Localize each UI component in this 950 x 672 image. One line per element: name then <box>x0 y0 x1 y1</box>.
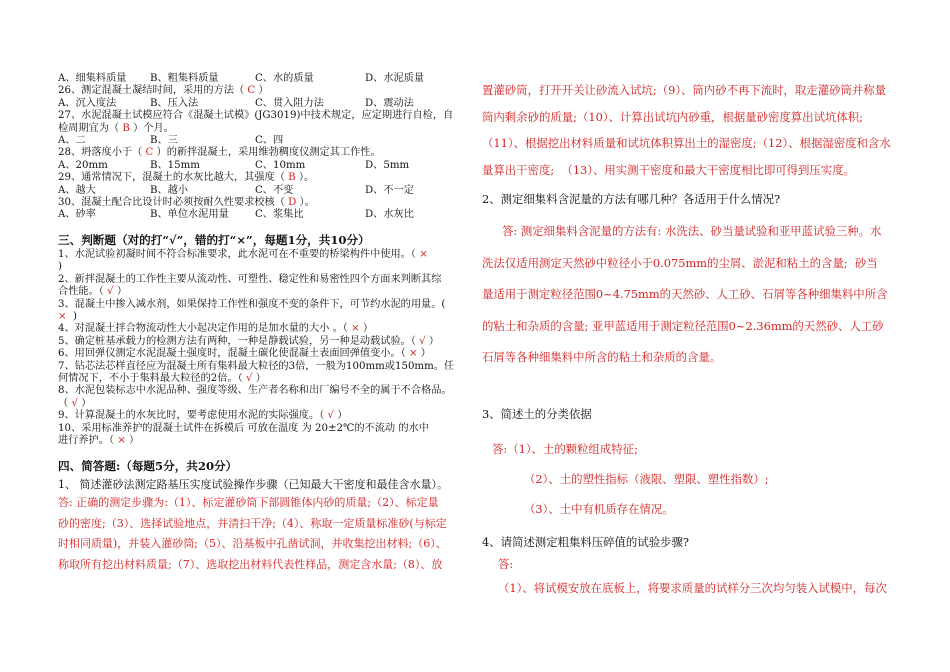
answer-4-label: 答: <box>498 556 514 571</box>
multiple-choice-section <box>58 73 470 222</box>
judge-row <box>58 385 470 397</box>
question-text: 28、坍落度小于（ <box>58 147 146 159</box>
option-c: C、不变 <box>255 184 294 196</box>
short-answer-q1 <box>58 477 470 575</box>
question-row <box>58 147 470 159</box>
statement-text: ) <box>58 261 62 273</box>
answer-2 <box>482 216 912 374</box>
judge-mark: × <box>58 310 67 322</box>
judge-row <box>58 274 470 286</box>
question-text: 检周期宜为（ <box>58 122 123 134</box>
option-row <box>58 98 470 110</box>
answer-2-line: 的粘土和杂质的含量; 亚甲蓝适用于测定粒径范围0~2.36mm的天然砂、人工砂 <box>482 318 884 333</box>
judge-row <box>58 261 470 273</box>
judge-row <box>58 423 470 435</box>
judge-row <box>58 249 470 261</box>
judge-mark: √ <box>107 286 114 298</box>
right-column <box>482 77 912 600</box>
judge-section-title: 三、判断题（对的打“√”，错的打“×”，每题1分，共10分） <box>58 232 370 247</box>
statement-text-end: ) <box>66 310 77 322</box>
option-b: B、15mm <box>150 159 200 171</box>
judge-mark: √ <box>71 397 78 409</box>
statement-text-end: ） <box>334 410 348 422</box>
option-c: C、浆集比 <box>255 209 304 221</box>
left-column <box>58 73 470 575</box>
answer-1-continued-line: 量算出干密度; （13）、用实测干密度和最大干密度相比即可得到压实度。 <box>482 162 855 177</box>
statement-text-end: ） <box>359 323 374 335</box>
statement-text: 7、钻芯法芯样直径应为混凝土所有集料最大粒径的3倍，一般为100mm或150mm。任 <box>58 360 455 372</box>
statement-text: 2、新拌混凝土的工作性主要从流动性、可塑性、稳定性和易密性四个方面来判断其综 <box>58 273 442 285</box>
option-row <box>58 185 470 197</box>
judge-mark: × <box>419 248 428 260</box>
question-3: 3、简述土的分类依据 <box>482 406 592 421</box>
option-a: A、越大 <box>58 184 96 196</box>
option-d: D、震动法 <box>365 97 414 109</box>
option-d: D、水灰比 <box>365 209 414 221</box>
statement-text: 10、采用标准养护的混凝土试件在拆模后 可放在温度 为 20±2℃的不流动 的水中 <box>58 422 429 434</box>
judge-mark: √ <box>419 335 426 347</box>
answer-2-line: 量适用于测定粒径范围0~4.75mm的天然砂、人工砂、石屑等各种细集料中所含 <box>482 287 888 301</box>
answer-3-line-2: （2）、土的塑性指标（液限、塑限、塑性指数）; <box>524 471 769 486</box>
question-text-end: ）。 <box>296 197 315 209</box>
answer-mark: C <box>247 85 256 97</box>
question-text: 26、测定混凝土凝结时间，采用的方法（ <box>58 85 248 97</box>
judge-row <box>58 299 470 311</box>
judge-row <box>58 398 470 410</box>
statement-text: 5、确定桩基承载力的检测方法有两种，一种是静载试验，另一种是动载试验。（ <box>58 335 420 347</box>
answer-1 <box>58 493 470 575</box>
answer-1-line: 称取所有挖出材料质量;（7）、选取挖出材料代表性样品，测定含水量;（8）、放 <box>58 557 443 571</box>
question-1: 1、 简述灌砂法测定路基压实度试验操作步骤（已知最大干密度和最佳含水量）。 <box>58 478 448 492</box>
statement-text: 何情况下，不小于集料最大粒径的2倍。（ <box>58 372 246 384</box>
question-text-end: ）的新拌混凝土，采用维勃稠度仪测定其工作性。 <box>153 147 381 159</box>
judge-section <box>58 249 470 448</box>
answer-3 <box>482 434 912 524</box>
answer-4-line-1: （1）、将试模安放在底板上，将要求质量的试样分三次均匀装入试模中，每次 <box>498 580 887 595</box>
judge-mark: × <box>409 348 418 360</box>
answer-mark: B <box>122 122 130 134</box>
option-a: A、二 <box>58 135 86 147</box>
statement-text-end: ） <box>125 434 140 446</box>
question-text: 30、混凝土配合比设计时必须按耐久性要求校核（ <box>58 197 289 209</box>
statement-text-end: ） <box>77 397 92 409</box>
answer-1-line: 砂的密度;（3）、选择试验地点，并清扫干净;（4）、称取一定质量标准砂(与标定 <box>58 516 447 530</box>
option-c: C、10mm <box>255 159 306 171</box>
option-a: A、细集料质量 <box>58 73 127 84</box>
judge-row <box>58 336 470 348</box>
answer-2-line: 石屑等各种细集料中所含的粘土和杂质的含量。 <box>482 350 722 364</box>
question-row <box>58 172 470 184</box>
option-b: B、粗集料质量 <box>150 73 219 84</box>
answer-mark: C <box>145 147 154 159</box>
judge-mark: × <box>117 434 126 446</box>
option-b: B、三 <box>150 135 178 147</box>
option-d: D、水泥质量 <box>365 73 425 84</box>
answer-2-line: 答: 测定细集料含泥量的方法有: 水洗法、砂当量试验和亚甲蓝试验三种。水 <box>502 224 882 238</box>
answer-3-line-3: （3）、土中有机质存在情况。 <box>524 501 674 516</box>
statement-text: 合性能。（ <box>58 286 108 298</box>
statement-text: 6、用回弹仪测定水泥混凝土强度时，混凝土碳化使混凝土表面回弹值变小。（ <box>58 348 409 360</box>
statement-text: 9、计算混凝土的水灰比时，要考虑使用水泥的实际强度。（ <box>58 410 328 422</box>
judge-row <box>58 361 470 373</box>
statement-text: 进行养护。（ <box>58 434 118 446</box>
answer-1-continued-line: （11）、根据挖出材料质量和试坑体积算出土的湿密度;（12）、根据湿密度和含水 <box>482 136 891 150</box>
question-row <box>58 85 470 97</box>
statement-text: （ <box>58 397 72 409</box>
question-text: 29、通常情况下，混凝土的水灰比越大，其强度（ <box>58 172 289 184</box>
option-d: D、不一定 <box>365 184 414 196</box>
answer-1-line: 时相同质量)，并装入灌砂筒;（5）、沿基板中孔凿试洞，并收集挖出材料;（6）、 <box>58 537 447 551</box>
option-b: B、越小 <box>150 184 189 196</box>
statement-text-end: ） <box>252 372 266 384</box>
answer-1-continued-line: 筒内剩余砂的质量;（10）、计算出试坑内砂重，根据量砂密度算出试坑体积; <box>482 109 863 124</box>
statement-text-end: ） <box>113 286 128 298</box>
option-d: D、5mm <box>365 159 410 171</box>
answer-mark: D <box>288 197 297 209</box>
judge-row <box>58 286 470 298</box>
judge-row <box>58 311 470 323</box>
judge-row <box>58 410 470 422</box>
option-b: B、单位水泥用量 <box>150 209 229 221</box>
judge-mark: × <box>351 323 360 335</box>
judge-row <box>58 323 470 335</box>
statement-text-end: ） <box>425 335 440 347</box>
judge-mark: √ <box>246 372 253 384</box>
question-row <box>58 197 470 209</box>
option-c: C、贯入阻力法 <box>255 97 324 109</box>
answer-1-line: 答: 正确的测定步骤为:（1）、标定灌砂筒下部圆锥体内砂的质量;（2）、标定量 <box>58 496 439 510</box>
option-row <box>58 73 470 85</box>
statement-text: 3、混凝土中掺入减水剂，如果保持工作性和强度不变的条件下，可节约水泥的用量。( <box>58 298 446 310</box>
answer-3-line-1: 答:（1）、土的颗粒组成特征; <box>492 441 638 456</box>
question-2: 2、测定细集料含泥量的方法有哪几种？各适用于什么情况? <box>482 192 781 206</box>
answer-mark: B <box>288 172 296 184</box>
option-c: C、四 <box>255 135 284 147</box>
question-row <box>58 123 470 135</box>
judge-row <box>58 348 470 360</box>
option-row <box>58 209 470 221</box>
statement-text-end: ） <box>417 348 431 360</box>
option-row <box>58 135 470 147</box>
question-row <box>58 110 470 122</box>
option-row <box>58 160 470 172</box>
question-text-end: ）。 <box>295 172 315 184</box>
option-a: A、20mm <box>58 159 108 171</box>
statement-text: 8、水泥包装标志中水泥品种、强度等级、生产者名称和出厂编号不全的属于不合格品。 <box>58 385 452 397</box>
question-text-end: ）个月。 <box>129 122 174 134</box>
option-c: C、水的质量 <box>255 73 314 84</box>
question-4: 4、请简述测定粗集料压碎值的试验步骤? <box>482 534 689 549</box>
option-b: B、压入法 <box>150 97 199 109</box>
judge-mark: √ <box>327 410 334 422</box>
answer-1-continued-line: 置灌砂筒，打开开关让砂流入试坑;（9）、筒内砂不再下流时，取走灌砂筒并称量 <box>482 83 887 97</box>
short-answer-section-title: 四、简答题:（每题5分，共20分） <box>58 459 238 474</box>
option-a: A、沉入度法 <box>58 97 117 109</box>
question-text: 27、水泥混凝土试模应符合《混凝土试模》(JG3019)中技术规定，应定期进行自检，自 <box>58 110 454 122</box>
question-text-end: ） <box>255 85 269 97</box>
judge-row <box>58 373 470 385</box>
option-a: A、砂率 <box>58 209 96 221</box>
statement-text: 4、对混凝土拌合物流动性大小起决定作用的是加水量的大小 。（ <box>58 323 352 335</box>
statement-text: 1、水泥试验初凝时间不符合标准要求，此水泥可在不重要的桥梁构件中使用。（ <box>58 248 420 260</box>
answer-2-line: 洗法仅适用测定天然砂中粒径小于0.075mm的尘屑、淤泥和粘土的含量; 砂当 <box>482 255 878 270</box>
answer-1-continued <box>482 77 912 183</box>
judge-row <box>58 435 470 447</box>
